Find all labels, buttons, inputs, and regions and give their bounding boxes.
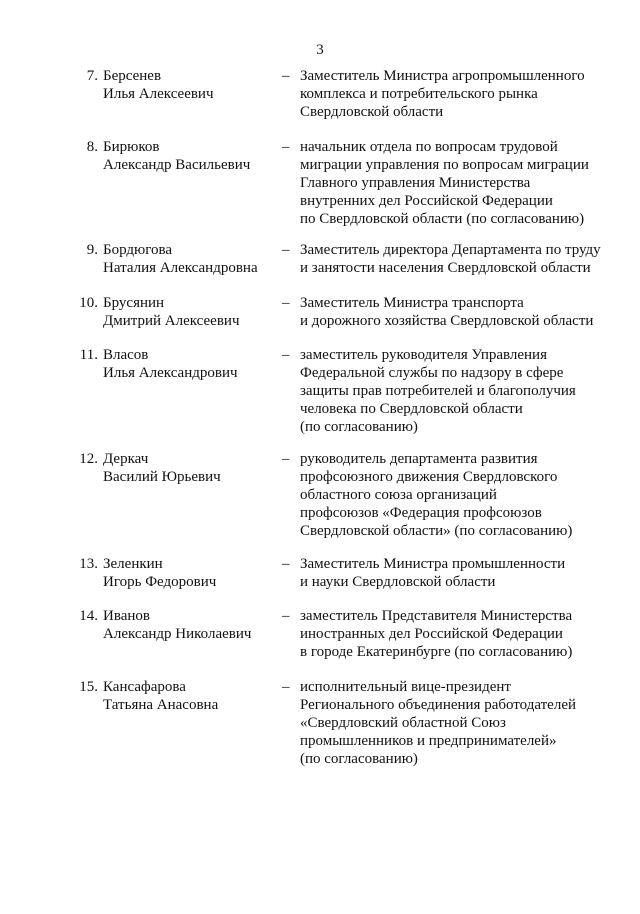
surname: Бирюков <box>103 139 160 155</box>
person-name <box>103 294 278 330</box>
surname: Кансафарова <box>103 679 186 695</box>
entry-number: 12. <box>79 451 98 467</box>
surname: Иванов <box>103 608 150 624</box>
person-name <box>103 555 278 591</box>
given-names: Александр Васильевич <box>103 157 251 173</box>
person-name <box>103 450 278 486</box>
position-description <box>300 241 600 277</box>
position-description <box>300 555 600 591</box>
dash: – <box>282 242 290 258</box>
entry-number: 15. <box>79 679 98 695</box>
surname: Зеленкин <box>103 556 163 572</box>
description-line: заместитель Представителя Министерства <box>300 608 573 624</box>
given-names: Дмитрий Алексеевич <box>103 313 240 329</box>
description-line: внутренних дел Российской Федерации <box>300 193 553 209</box>
surname: Берсенев <box>103 68 162 84</box>
person-name <box>103 678 278 714</box>
dash: – <box>282 679 290 695</box>
description-line: областного союза организаций <box>300 487 497 503</box>
page-number: 3 <box>316 42 324 58</box>
position-description <box>300 67 600 121</box>
entry-number: 13. <box>79 556 98 572</box>
given-names: Илья Алексеевич <box>103 86 214 102</box>
entry-number: 7. <box>86 68 98 84</box>
person-name <box>103 138 278 174</box>
description-line: Главного управления Министерства <box>300 175 531 191</box>
dash: – <box>282 347 290 363</box>
description-line: профсоюзного движения Свердловского <box>300 469 558 485</box>
description-line: иностранных дел Российской Федерации <box>300 626 563 642</box>
description-line: Свердловской области» (по согласованию) <box>300 523 573 539</box>
description-line: Заместитель Министра транспорта <box>300 295 524 311</box>
surname: Бордюгова <box>103 242 173 258</box>
description-line: руководитель департамента развития <box>300 451 538 467</box>
description-line: начальник отдела по вопросам трудовой <box>300 139 558 155</box>
description-line: Федеральной службы по надзору в сфере <box>300 365 564 381</box>
description-line: и науки Свердловской области <box>300 574 496 590</box>
description-line: миграции управления по вопросам миграции <box>300 157 589 173</box>
description-line: человека по Свердловской области <box>300 401 523 417</box>
given-names: Илья Александрович <box>103 365 238 381</box>
dash: – <box>282 68 290 84</box>
description-line: защиты прав потребителей и благополучия <box>300 383 576 399</box>
given-names: Наталия Александровна <box>103 260 258 276</box>
dash: – <box>282 295 290 311</box>
given-names: Игорь Федорович <box>103 574 217 590</box>
description-line: промышленников и предпринимателей» <box>300 733 557 749</box>
description-line: заместитель руководителя Управления <box>300 347 547 363</box>
description-line: и дорожного хозяйства Свердловской области <box>300 313 594 329</box>
dash: – <box>282 608 290 624</box>
given-names: Василий Юрьевич <box>103 469 221 485</box>
person-name <box>103 346 278 382</box>
entry-number: 11. <box>79 347 98 363</box>
description-line: Заместитель Министра агропромышленного <box>300 68 585 84</box>
description-line: и занятости населения Свердловской области <box>300 260 591 276</box>
description-line: Заместитель директора Департамента по труду <box>300 242 601 258</box>
position-description <box>300 678 600 768</box>
description-line: Свердловской области <box>300 104 444 120</box>
entry-number: 14. <box>79 608 98 624</box>
entry-number: 8. <box>86 139 98 155</box>
position-description <box>300 294 600 330</box>
description-line: профсоюзов «Федерация профсоюзов <box>300 505 542 521</box>
surname: Брусянин <box>103 295 165 311</box>
description-line: (по согласованию) <box>300 751 418 767</box>
position-description <box>300 138 600 228</box>
surname: Власов <box>103 347 149 363</box>
description-line: комплекса и потребительского рынка <box>300 86 538 102</box>
description-line: по Свердловской области (по согласованию) <box>300 211 585 227</box>
person-name <box>103 67 278 103</box>
entry-number: 10. <box>79 295 98 311</box>
description-line: в городе Екатеринбурге (по согласованию) <box>300 644 573 660</box>
surname: Деркач <box>103 451 149 467</box>
dash: – <box>282 556 290 572</box>
dash: – <box>282 139 290 155</box>
position-description <box>300 346 600 436</box>
position-description <box>300 450 600 540</box>
given-names: Александр Николаевич <box>103 626 252 642</box>
position-description <box>300 607 600 661</box>
description-line: исполнительный вице-президент <box>300 679 511 695</box>
person-name <box>103 607 278 643</box>
dash: – <box>282 451 290 467</box>
entry-number: 9. <box>86 242 98 258</box>
description-line: Заместитель Министра промышленности <box>300 556 566 572</box>
description-line: «Свердловский областной Союз <box>300 715 506 731</box>
given-names: Татьяна Анасовна <box>103 697 219 713</box>
description-line: Регионального объединения работодателей <box>300 697 577 713</box>
person-name <box>103 241 278 277</box>
description-line: (по согласованию) <box>300 419 418 435</box>
